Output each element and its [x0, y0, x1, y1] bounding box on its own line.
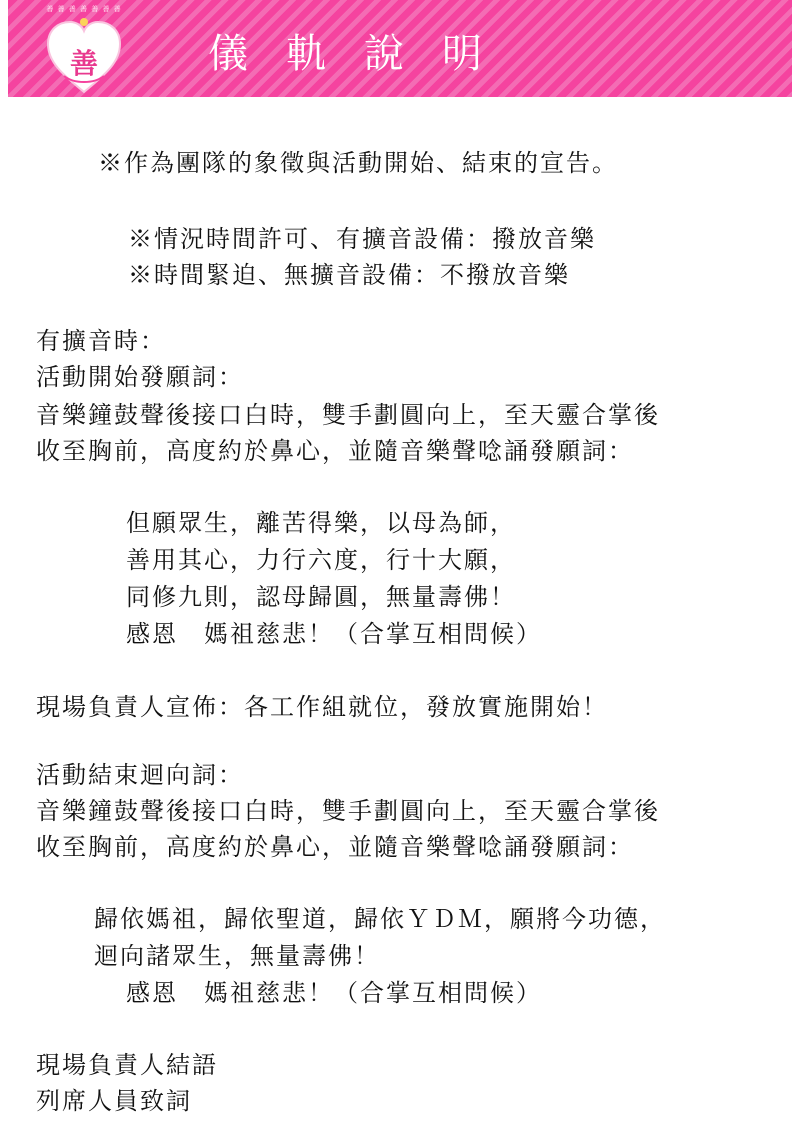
section-heading-with-sound: 有擴音時： — [36, 327, 166, 355]
closing-instruction-2: 收至胸前，高度約於鼻心，並隨音樂聲唸誦發願詞： — [36, 833, 634, 861]
section-heading-opening: 活動開始發願詞： — [36, 363, 244, 391]
attendee-remarks: 列席人員致詞 — [36, 1087, 192, 1115]
logo-character: 善 — [69, 47, 98, 80]
heart-logo — [42, 4, 126, 96]
vow-line: 但願眾生，離苦得樂，以母為師， — [126, 509, 516, 537]
page-title: 儀軌說明 — [208, 31, 520, 77]
vow-line: 感恩 媽祖慈悲！（合掌互相問候） — [126, 620, 542, 648]
closing-remarks: 現場負責人結語 — [36, 1051, 218, 1079]
note-without-sound: ※時間緊迫、無擴音設備：不撥放音樂 — [128, 261, 570, 289]
section-heading-closing: 活動結束迴向詞： — [36, 761, 244, 789]
dedication-line: 感恩 媽祖慈悲！（合掌互相問候） — [126, 979, 542, 1007]
opening-instruction-1: 音樂鐘鼓聲後接口白時，雙手劃圓向上，至天靈合掌後 — [36, 401, 660, 429]
intro-statement: ※作為團隊的象徵與活動開始、結束的宣告。 — [98, 149, 618, 177]
note-with-sound: ※情況時間許可、有擴音設備：撥放音樂 — [128, 225, 596, 253]
header-banner — [8, 0, 792, 97]
dedication-line: 迴向諸眾生，無量壽佛！ — [94, 942, 380, 970]
closing-instruction-1: 音樂鐘鼓聲後接口白時，雙手劃圓向上，至天靈合掌後 — [36, 797, 660, 825]
vow-line: 同修九則，認母歸圓，無量壽佛！ — [126, 583, 516, 611]
opening-announcement: 現場負責人宣佈：各工作組就位，發放實施開始！ — [36, 693, 608, 721]
logo-ring-text: 善 善 善 善 善 善 善 — [46, 5, 122, 13]
vow-line: 善用其心，力行六度，行十大願， — [126, 546, 516, 574]
dedication-line: 歸依媽祖，歸依聖道，歸依ＹＤＭ，願將今功德， — [94, 905, 666, 933]
opening-instruction-2: 收至胸前，高度約於鼻心，並隨音樂聲唸誦發願詞： — [36, 437, 634, 465]
